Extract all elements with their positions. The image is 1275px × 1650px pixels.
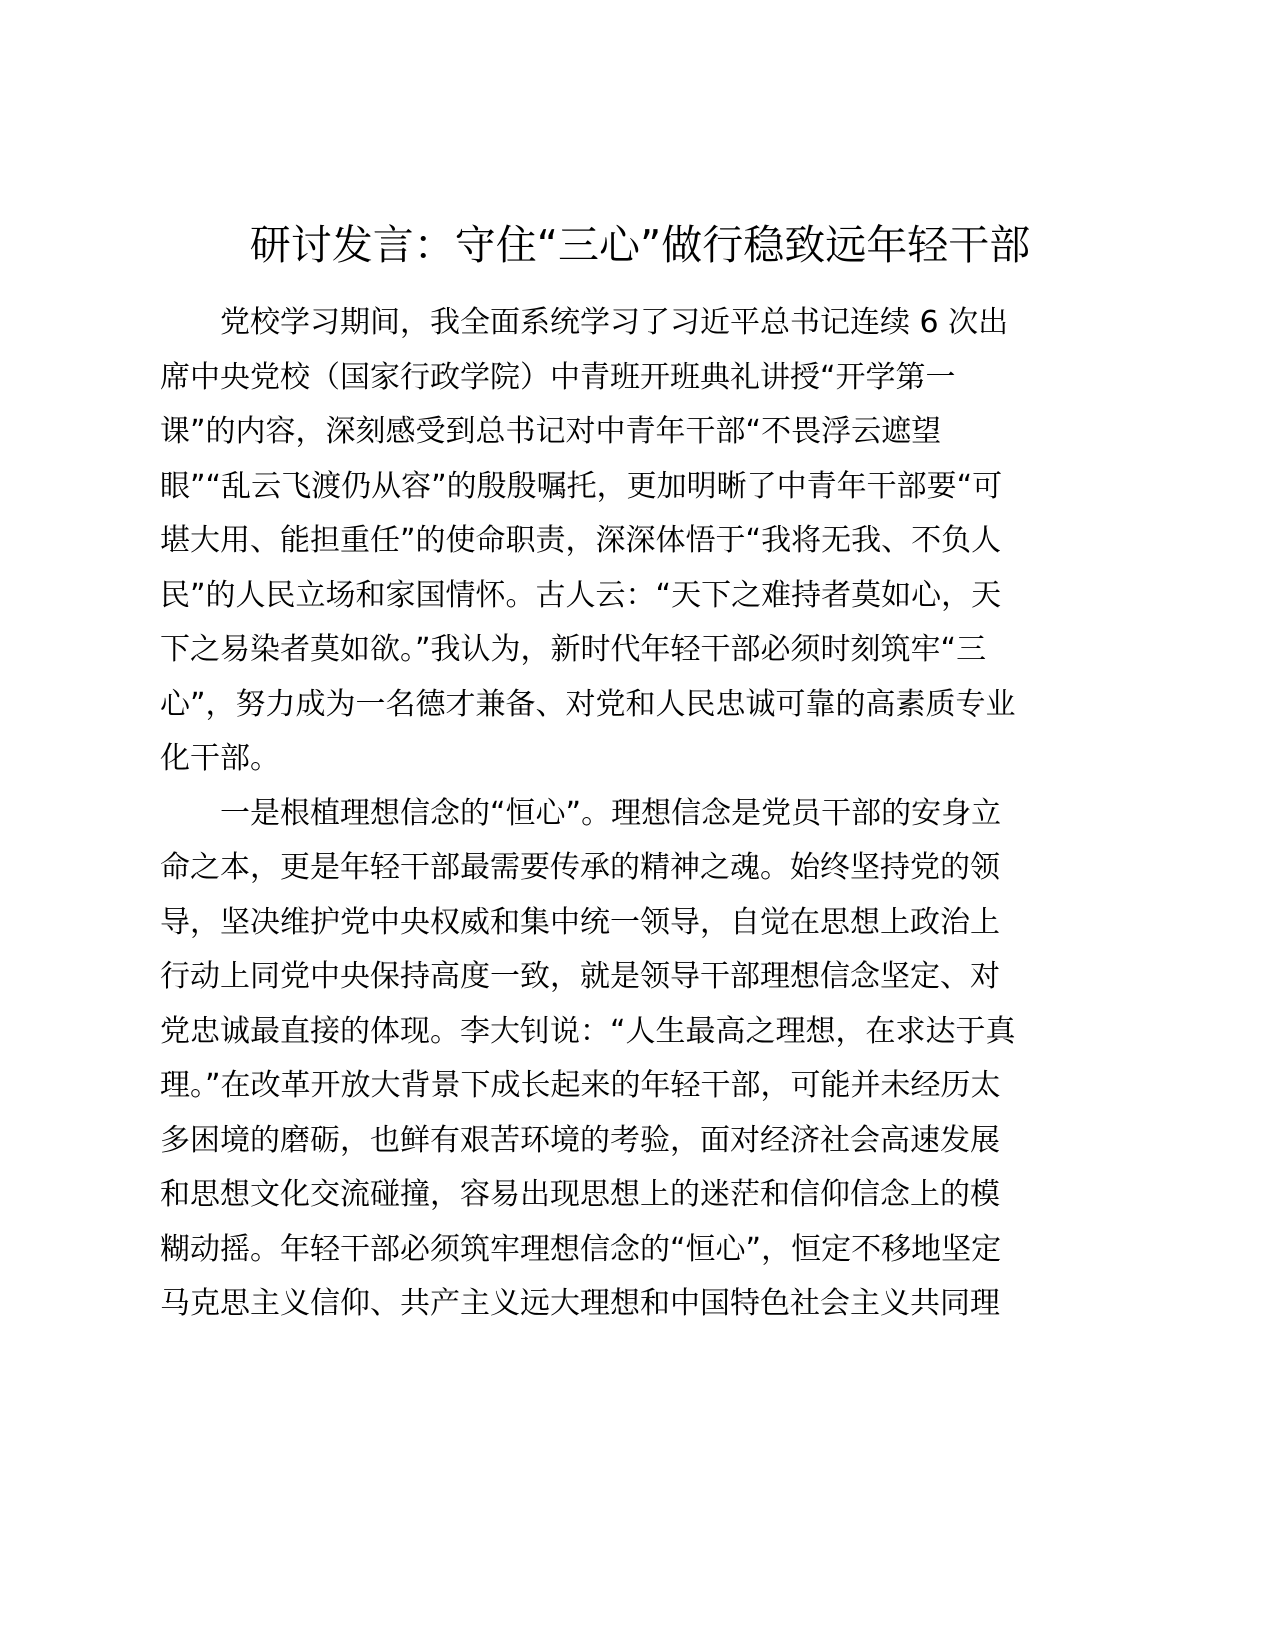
paragraph-2-line: 糊动摇。年轻干部必须筑牢理想信念的“恒心”，恒定不移地坚定 (160, 1231, 1002, 1267)
document-title: 研讨发言：守住“三心”做行稳致远年轻干部 (249, 221, 1031, 269)
paragraph-1-line: 心”，努力成为一名德才兼备、对党和人民忠诚可靠的高素质专业 (160, 686, 1016, 722)
paragraph-2-line: 行动上同党中央保持高度一致，就是领导干部理想信念坚定、对 (160, 959, 1000, 994)
paragraph-1-line: 民”的人民立场和家国情怀。古人云：“天下之难持者莫如心，天 (160, 577, 1002, 613)
paragraph-1-line: 下之易染者莫如欲。”我认为，新时代年轻干部必须时刻筑牢“三 (160, 632, 987, 667)
paragraph-1-line: 席中央党校（国家行政学院）中青班开班典礼讲授“开学第一 (160, 359, 956, 395)
paragraph-1-line: 眼”“乱云飞渡仍从容”的殷殷嘱托，更加明晰了中青年干部要“可 (160, 468, 1003, 504)
paragraph-2-line: 命之本，更是年轻干部最需要传承的精神之魂。始终坚持党的领 (160, 850, 1000, 885)
paragraph-1-line: 化干部。 (160, 741, 280, 776)
paragraph-2-line: 多困境的磨砺，也鲜有艰苦环境的考验，面对经济社会高速发展 (160, 1122, 1000, 1158)
paragraph-2-line: 马克思主义信仰、共产主义远大理想和中国特色社会主义共同理 (160, 1286, 1000, 1321)
paragraph-1-line: 课”的内容，深刻感受到总书记对中青年干部“不畏浮云遮望 (160, 414, 942, 449)
paragraph-2-line: 一是根植理想信念的“恒心”。理想信念是党员干部的安身立 (220, 795, 1002, 831)
paragraph-2-line: 理。”在改革开放大背景下成长起来的年轻干部，可能并未经历太 (160, 1068, 1001, 1103)
paragraph-1-line: 党校学习期间，我全面系统学习了习近平总书记连续 6 次出 (220, 305, 1009, 340)
document-body (160, 296, 1070, 1332)
paragraph-1-line: 堪大用、能担重任”的使命职责，深深体悟于“我将无我、不负人 (160, 523, 1002, 558)
paragraph-2-line: 导，坚决维护党中央权威和集中统一领导，自觉在思想上政治上 (160, 904, 1000, 940)
paragraph-2-line: 党忠诚最直接的体现。李大钊说：“人生最高之理想，在求达于真 (160, 1013, 1016, 1049)
paragraph-2-line: 和思想文化交流碰撞，容易出现思想上的迷茫和信仰信念上的模 (160, 1177, 1000, 1212)
